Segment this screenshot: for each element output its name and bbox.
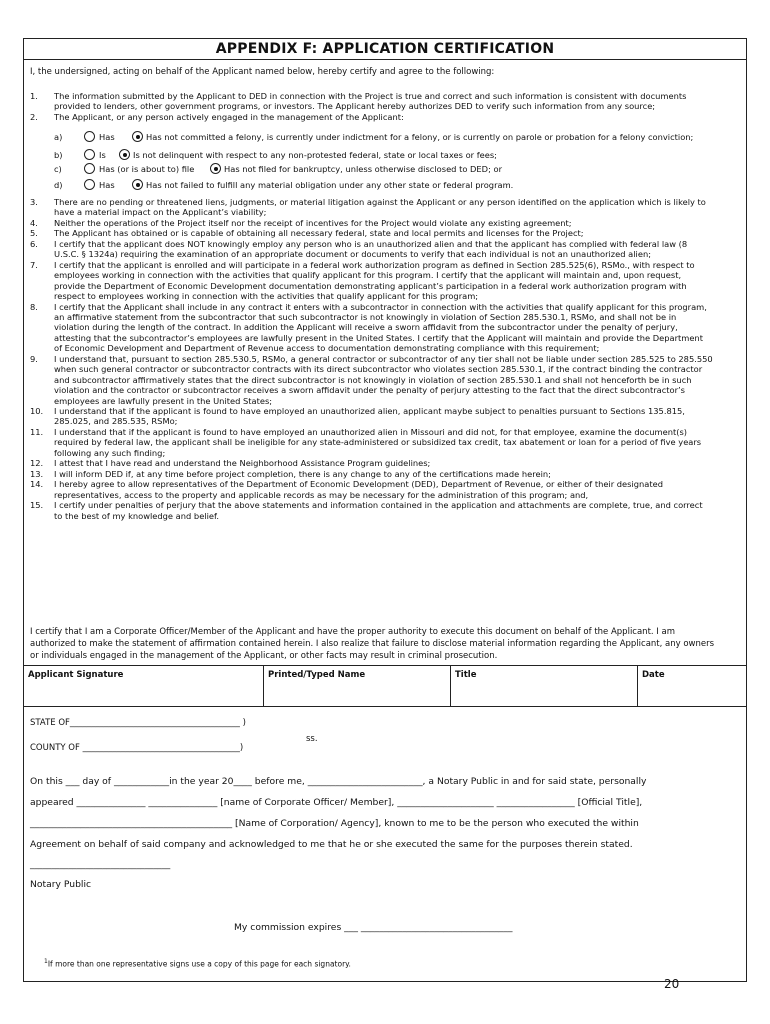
item-text-line: attesting that the subcontractor’s employees are lawfully present in the United States. I certify that the Applicant will maintain and provide the Department (54, 332, 703, 343)
item-text-line: violation and the contractor or subcontractor receives a sworn affidavit under the penalty of perjury attesting to the fact that the direct subcontractor’s (54, 385, 685, 396)
item-text-line: The Applicant, or any person actively engaged in the management of the Applicant: (54, 111, 404, 122)
radio-label-yes: Has (or is about to) file (99, 164, 195, 174)
notary-line-4: Agreement on behalf of said company and acknowledged to me that he or she executed the same for the purposes therein stated. (30, 839, 633, 850)
notary-line-3: ____________________________________________ [Name of Corporation/ Agency], known to me to be the person who executed the within (30, 818, 639, 829)
item-text-line: provided to lenders, other government programs, or investors. The Applicant hereby authorizes DED to verify such information from any source; (54, 101, 656, 112)
radio-option-no[interactable] (132, 131, 143, 142)
footnote-mark: 1 (44, 958, 48, 965)
item-text-line: 285.025, and 285.535, RSMo; (54, 416, 178, 427)
notary-line-2: appeared _______________ _______________ [name of Corporate Officer/ Member], _____________________ _________________ [Official Title], (30, 797, 643, 808)
item-text-line: representatives, access to the property and applicable records as may be necessary for the administration of this program; and, (54, 489, 589, 500)
item-text-line: Neither the operations of the Project itself nor the receipt of incentives for the Project would violate any existing agreement; (54, 217, 572, 228)
certification-text-line: or individuals engaged in the management of the Applicant, or other facts may result in criminal prosecution. (30, 651, 498, 661)
radio-label-no: Has not committed a felony, is currently under indictment for a felony, or is currently on parole or probation for a felony conviction; (146, 132, 694, 142)
date-cell[interactable] (638, 666, 747, 706)
item-text-line: employees are lawfully present in the United States; (54, 395, 273, 406)
notary-line-1: On this ___ day of ____________in the year 20____ before me, _________________________, a Notary Public in and for said state, personally (30, 776, 647, 787)
item-number: 1. (30, 91, 38, 101)
item-text-line: I understand that if the applicant is found to have employed an unauthorized alien in Missouri and did not, for that employee, examine the document(s) (54, 426, 688, 437)
sub-item-letter: c) (54, 164, 62, 174)
footnote (44, 958, 351, 969)
item-text-line: I attest that I have read and understand the Neighborhood Assistance Program guidelines; (54, 458, 431, 469)
footnote-text: If more than one representative signs use a copy of this page for each signatory. (47, 959, 351, 969)
item-number: 15. (30, 500, 44, 511)
item-text-line: provide the Department of Economic Development documentation demonstrating applicant’s participation in a federal work authorization program with (54, 280, 687, 291)
certification-text-line: authorized to make the statement of affirmation contained herein. I also realize that failure to disclose material information regarding the Applicant, any owners (30, 639, 715, 649)
radio-label-yes: Is (99, 150, 106, 160)
intro-text: I, the undersigned, acting on behalf of the Applicant named below, hereby certify and agree to the following: (30, 67, 495, 77)
item-number: 9. (30, 353, 38, 364)
radio-label-yes: Has (99, 132, 115, 142)
item-text-line: when such general contractor or subcontractor contracts with its direct subcontractor who violates section 285.530.1, if the contract binding the contractor (54, 364, 703, 375)
item-number: 2. (30, 111, 38, 122)
commission-expires-line[interactable]: My commission expires ___ _________________________________ (234, 922, 513, 933)
radio-label-no: Has not filed for bankruptcy, unless otherwise disclosed to DED; or (224, 164, 502, 174)
sub-item-letter: a) (54, 132, 63, 142)
item-text-line: I certify that the Applicant shall include in any contract it enters with a subcontractor in connection with the activities that qualify applicant for this program, (54, 301, 707, 312)
item-text-line: respect to employees working in connection with the activities that qualify applicant for this program; (54, 291, 479, 302)
notary-public-label: Notary Public (30, 879, 92, 890)
item-number: 11. (30, 426, 44, 437)
item-text-line: to the best of my knowledge and belief. (54, 510, 219, 521)
page-number: 20 (664, 977, 680, 991)
item-text-line: There are no pending or threatened liens, judgments, or material litigation against the Applicant or any person identified on the application which is likely to (54, 197, 706, 207)
item-number: 5. (30, 228, 38, 239)
radio-option-yes[interactable] (84, 131, 95, 142)
radio-label-no: Is not delinquent with respect to any non-protested federal, state or local taxes or fees; (133, 150, 497, 160)
notary-signature-line[interactable]: _________________________________ (30, 860, 171, 870)
radio-option-no[interactable] (119, 149, 130, 160)
item-number: 12. (30, 458, 44, 469)
item-number: 7. (30, 259, 38, 270)
item-number: 3. (30, 197, 38, 207)
radio-label-no: Has not failed to fulfill any material obligation under any other state or federal program. (146, 180, 514, 190)
sub-item-letter: d) (54, 180, 63, 190)
title-divider (24, 59, 746, 60)
item-text-line: I certify that the applicant does NOT knowingly employ any person who is an unauthorized alien and that the applicant has complied with federal law (8 (54, 238, 688, 249)
item-text-line: I certify that the applicant is enrolled and will participate in a federal work authorization program as defined in Section 285.525(6), RSMo., with respect to (54, 259, 695, 270)
notary-county-line[interactable]: COUNTY OF _____________________________________) (30, 743, 244, 753)
item-number: 13. (30, 468, 44, 479)
item-text-line: employees working in connection with the activities that qualify applicant for this program. I certify that the applicant will maintain and, upon request, (54, 270, 682, 281)
certification-text-line: I certify that I am a Corporate Officer/Member of the Applicant and have the proper authority to execute this document on behalf of the Applicant. I am (30, 627, 676, 637)
sub-item-letter: b) (54, 150, 63, 160)
item-text-line: required by federal law, the applicant shall be ineligible for any state-administered or subsidized tax credit, tax abatement or loan for a period of five years (54, 437, 702, 448)
title-label: Title (455, 670, 477, 680)
page-title: APPENDIX F: APPLICATION CERTIFICATION (215, 41, 555, 57)
radio-option-no[interactable] (132, 179, 143, 190)
item-text-line: The information submitted by the Applicant to DED in connection with the Project is true and correct and such information is consistent with documents (54, 91, 687, 101)
item-number: 8. (30, 301, 38, 312)
notary-state-line[interactable]: STATE OF________________________________________ ) (30, 718, 246, 728)
item-text-line: have a material impact on the Applicant’s viability; (54, 207, 267, 218)
notary-ss: ss. (306, 734, 318, 744)
item-text-line: U.S.C. § 1324a) requiring the examination of an appropriate document or documents to verify that each individual is not an unauthorized alien; (54, 249, 651, 260)
item-number: 10. (30, 406, 44, 416)
printed-name-label: Printed/Typed Name (268, 670, 366, 680)
item-text-line: an affirmative statement from the subcontractor that such subcontractor is not knowingly in violation of Section 285.530.1, RSMo, and shall not be in (54, 311, 677, 322)
item-text-line: I certify under penalties of perjury that the above statements and information contained in the application and attachments are complete, true, and correct (54, 500, 703, 511)
item-text-line: I hereby agree to allow representatives of the Department of Economic Development (DED), Department of Revenue, or either of their designated (54, 479, 664, 490)
radio-option-no[interactable] (210, 163, 221, 174)
item-number: 6. (30, 238, 38, 249)
item-text-line: of Economic Development and Department of Revenue access to documentation demonstrating compliance with this requirement; (54, 343, 600, 354)
radio-option-yes[interactable] (84, 163, 95, 174)
item-text-line: The Applicant has obtained or is capable of obtaining all necessary federal, state and local permits and licenses for the Project; (54, 228, 584, 239)
item-text-line: I understand that if the applicant is found to have employed an unauthorized alien, applicant maybe subject to penalties pursuant to Sections 135.815, (54, 406, 685, 416)
title-cell[interactable] (451, 666, 638, 706)
date-label: Date (642, 670, 665, 680)
printed-name-cell[interactable] (264, 666, 451, 706)
applicant-signature-cell[interactable] (24, 666, 264, 706)
signature-table (24, 665, 746, 707)
radio-option-yes[interactable] (84, 179, 95, 190)
applicant-signature-label: Applicant Signature (28, 670, 124, 680)
radio-label-yes: Has (99, 180, 115, 190)
item-text-line: following any such finding; (54, 447, 166, 458)
item-text-line: violation during the length of the contract. In addition the Applicant will receive a sworn affidavit from the subcontractor under the penalty of perjury, (54, 322, 678, 333)
item-number: 14. (30, 479, 44, 490)
item-text-line: and subcontractor affirmatively states that the direct subcontractor is not knowingly in violation of section 285.530.1 and shall not henceforth be in such (54, 374, 692, 385)
certification-form (23, 38, 747, 982)
item-number: 4. (30, 217, 38, 228)
item-text-line: I understand that, pursuant to section 285.530.5, RSMo, a general contractor or subcontractor of any tier shall not be liable under section 285.525 to 285.550 (54, 353, 713, 364)
item-text-line: I will inform DED if, at any time before project completion, there is any change to any of the certifications made herein; (54, 468, 551, 479)
radio-option-yes[interactable] (84, 149, 95, 160)
